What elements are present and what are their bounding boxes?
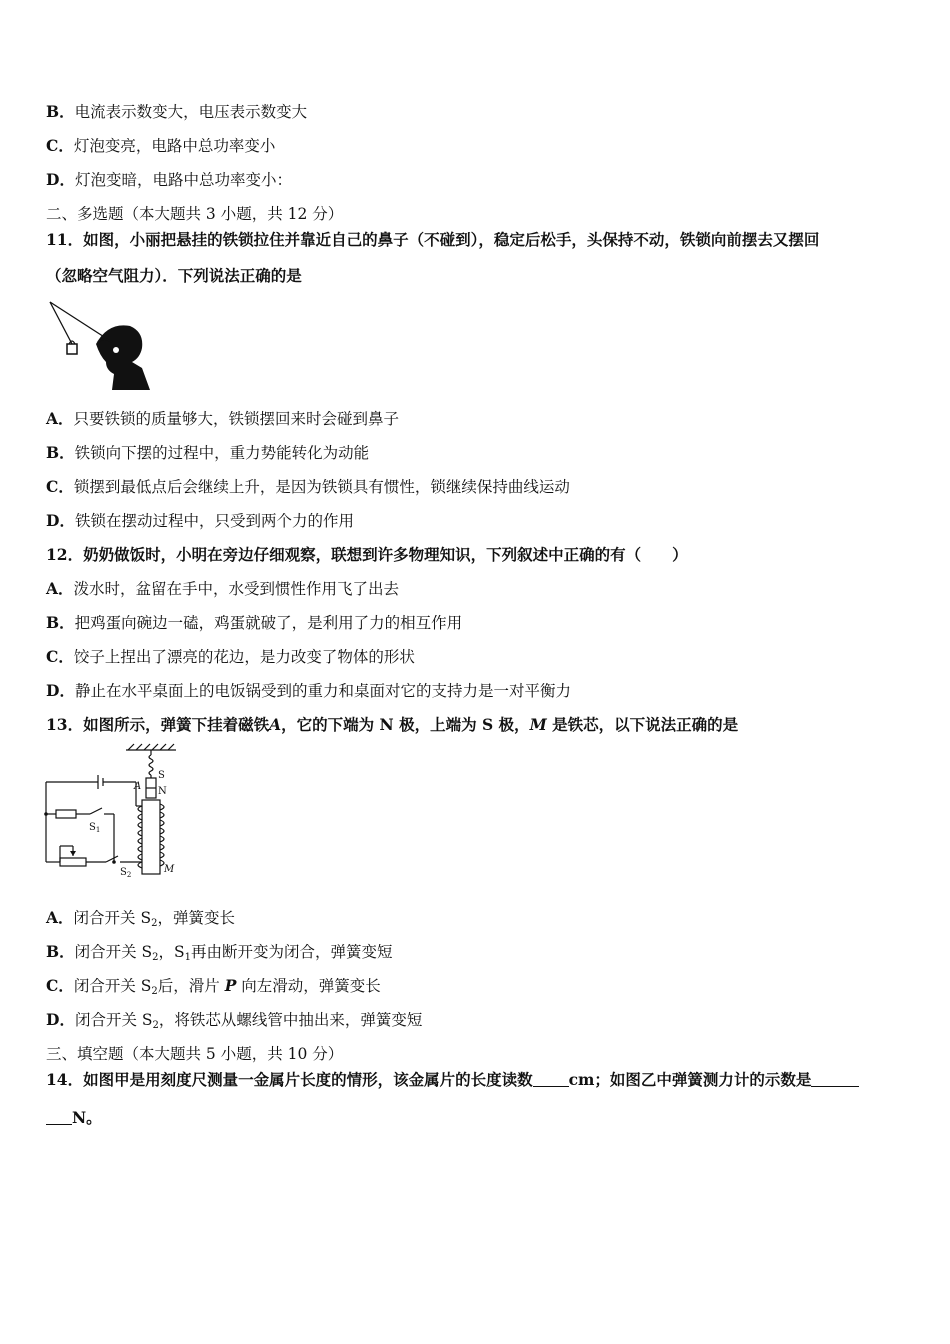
q11-option-d — [46, 511, 354, 531]
answer-blank-force — [811, 1072, 859, 1087]
q12-stem: 12．奶奶做饭时，小明在旁边仔细观察，联想到许多物理知识，下列叙述中正确的有（ ） — [46, 545, 688, 564]
option-letter: D． — [46, 681, 75, 700]
option-text: 电流表示数变大，电压表示数变大 — [74, 103, 308, 121]
option-text: 灯泡变暗，电路中总功率变小： — [74, 171, 292, 189]
option-letter: C． — [46, 976, 74, 995]
section-3-title: 三、填空题（本大题共 5 小题，共 10 分） — [46, 1045, 344, 1063]
q10-option-b — [46, 102, 307, 122]
subscript: 2 — [152, 952, 159, 963]
option-letter: B． — [46, 942, 75, 961]
label-s2-sub: 2 — [126, 871, 132, 879]
q11-stem-line1: 11．如图，小丽把悬挂的铁锁拉住并靠近自己的鼻子（不碰到），稳定后松手，头保持不动，铁锁向前摆去又摆回 — [46, 230, 820, 249]
option-letter: A． — [46, 908, 74, 927]
q14-stem-line2 — [46, 1108, 102, 1128]
label-s2-letter: S — [120, 867, 127, 878]
option-letter: A． — [46, 579, 74, 598]
answer-blank-force-cont — [46, 1110, 72, 1125]
label-magnet-a: A — [134, 781, 142, 792]
label-s2 — [120, 867, 131, 879]
q12-option-a — [46, 579, 399, 599]
answer-blank-length — [533, 1072, 569, 1087]
option-text: 铁锁向下摆的过程中，重力势能转化为动能 — [74, 444, 370, 462]
option-text: ，将铁芯从螺线管中抽出来，弹簧变短 — [158, 1011, 423, 1029]
q13-stem — [46, 715, 738, 735]
option-text: 闭合开关 S — [73, 909, 152, 927]
label-s-pole: S — [158, 770, 165, 781]
option-text: 闭合开关 S — [73, 977, 152, 995]
option-letter: B． — [46, 613, 75, 632]
q11-option-b — [46, 443, 369, 463]
option-text: 静止在水平桌面上的电饭锅受到的重力和桌面对它的支持力是一对平衡力 — [74, 682, 571, 700]
option-text: 再由断开变为闭合，弹簧变短 — [191, 943, 393, 961]
option-letter: D． — [46, 511, 75, 530]
q11-pendulum-figure — [46, 298, 156, 393]
q10-option-c — [46, 136, 275, 156]
stem-part: 是铁芯，以下说法正确的是 — [546, 715, 739, 734]
option-text: 泼水时，盆留在手中，水受到惯性作用飞了出去 — [73, 580, 400, 598]
q13-option-c — [46, 976, 381, 1002]
option-letter: D． — [46, 170, 75, 189]
subscript: 2 — [152, 1020, 159, 1031]
option-letter: A． — [46, 409, 74, 428]
q11-option-a — [46, 409, 399, 429]
section-2-title: 二、多选题（本大题共 3 小题，共 12 分） — [46, 205, 344, 223]
option-text: 只要铁锁的质量够大，铁锁摆回来时会碰到鼻子 — [73, 410, 400, 428]
stem-part: ，它的下端为 N 极，上端为 S 极， — [281, 715, 530, 734]
label-n-pole: N — [158, 786, 167, 797]
label-core-m: M — [164, 864, 175, 875]
option-letter: B． — [46, 443, 75, 462]
option-letter: C． — [46, 647, 74, 666]
option-text: 饺子上捏出了漂亮的花边，是力改变了物体的形状 — [73, 648, 415, 666]
q11-stem-line2: （忽略空气阻力）．下列说法正确的是 — [46, 266, 302, 285]
option-letter: C． — [46, 477, 74, 496]
option-text: 把鸡蛋向碗边一磕，鸡蛋就破了，是利用了力的相互作用 — [74, 614, 463, 632]
option-text: 铁锁在摆动过程中，只受到两个力的作用 — [74, 512, 354, 530]
option-text: 闭合开关 S — [74, 943, 153, 961]
q13-option-b — [46, 942, 393, 968]
q14-stem-line1 — [46, 1070, 859, 1090]
variable-m: M — [529, 715, 547, 734]
option-letter: C． — [46, 136, 74, 155]
q12-option-d — [46, 681, 571, 701]
option-text: 闭合开关 S — [74, 1011, 153, 1029]
option-text: 锁摆到最低点后会继续上升，是因为铁锁具有惯性，锁继续保持曲线运动 — [73, 478, 570, 496]
variable-a: A — [269, 715, 282, 734]
option-letter: D． — [46, 1010, 75, 1029]
option-text: ，弹簧变长 — [157, 909, 235, 927]
q12-option-b — [46, 613, 462, 633]
q10-option-d — [46, 170, 292, 190]
subscript: 2 — [151, 918, 158, 929]
option-letter: B． — [46, 102, 75, 121]
unit-cm: cm — [568, 1070, 595, 1089]
option-text: ，S — [158, 943, 185, 961]
q12-option-c — [46, 647, 415, 667]
q13-circuit-figure — [42, 742, 182, 880]
option-text: 灯泡变亮，电路中总功率变小 — [73, 137, 276, 155]
q11-option-c — [46, 477, 570, 497]
q13-option-a — [46, 908, 235, 934]
unit-n: N。 — [72, 1108, 102, 1127]
subscript: 1 — [184, 952, 192, 963]
label-s1-sub: 1 — [95, 826, 101, 834]
subscript: 2 — [151, 986, 158, 997]
stem-part: 13．如图所示，弹簧下挂着磁铁 — [46, 715, 270, 734]
option-text: 向左滑动，弹簧变长 — [236, 977, 381, 995]
option-text: 后，滑片 — [157, 977, 225, 995]
stem-part: ；如图乙中弹簧测力计的示数是 — [594, 1070, 812, 1089]
stem-part: 14．如图甲是用刻度尺测量一金属片长度的情形，该金属片的长度读数 — [46, 1070, 533, 1089]
label-s1 — [89, 822, 100, 834]
variable-p: P — [224, 976, 237, 995]
label-s1-letter: S — [89, 822, 96, 833]
q13-option-d — [46, 1010, 422, 1036]
